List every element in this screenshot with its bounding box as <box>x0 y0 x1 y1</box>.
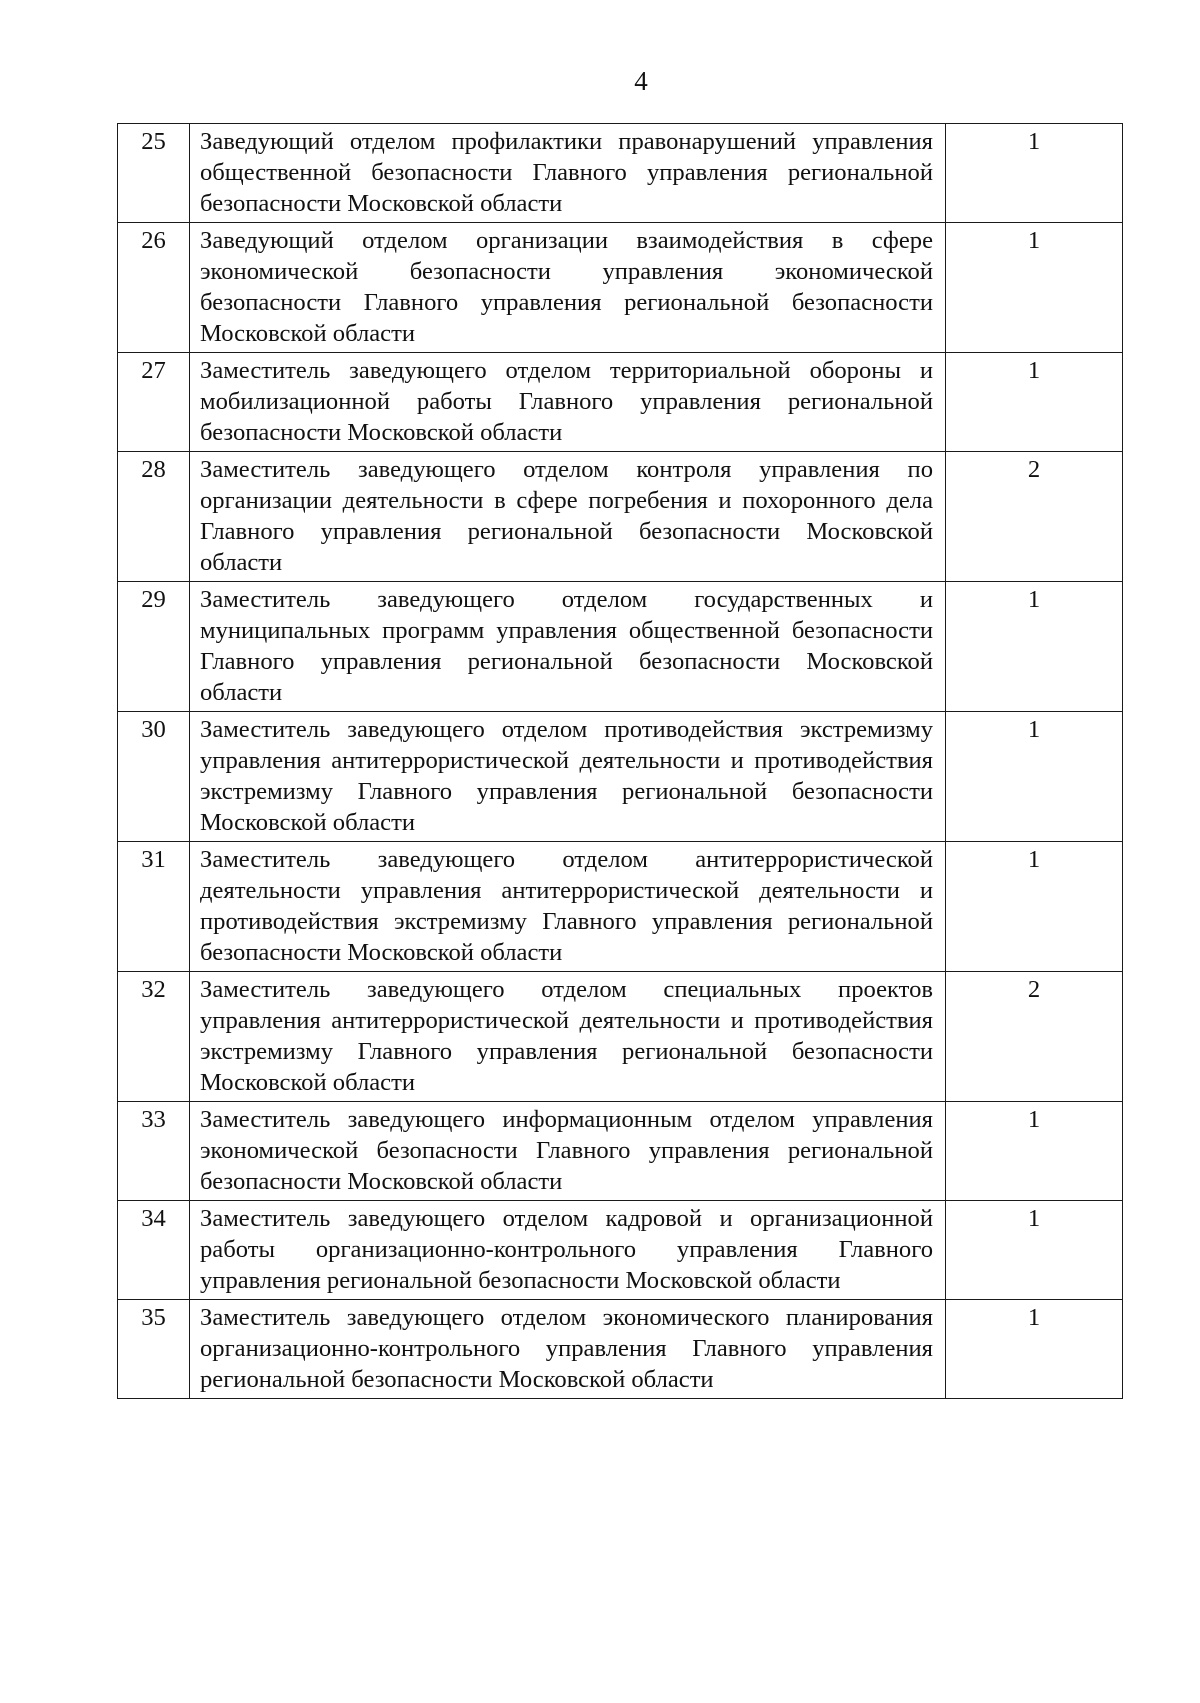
position-title: Заместитель заведующего отделом государственных и муниципальных программ управления общественной безопасности Главного управления региональной безопасности Московской области <box>190 582 946 712</box>
table-row <box>118 124 1123 223</box>
table-row <box>118 842 1123 972</box>
position-count: 1 <box>946 1201 1123 1300</box>
table-row <box>118 452 1123 582</box>
table-row <box>118 582 1123 712</box>
position-count: 1 <box>946 842 1123 972</box>
table-row <box>118 712 1123 842</box>
row-number: 25 <box>118 124 190 223</box>
position-title: Заместитель заведующего отделом контроля управления по организации деятельности в сфере погребения и похоронного дела Главного управления региональной безопасности Московской области <box>190 452 946 582</box>
position-title: Заместитель заведующего отделом антитеррористической деятельности управления антитеррористической деятельности и противодействия экстремизму Главного управления региональной безопасности Московской области <box>190 842 946 972</box>
position-title: Заместитель заведующего информационным отделом управления экономической безопасности Главного управления региональной безопасности Московской области <box>190 1102 946 1201</box>
position-title: Заместитель заведующего отделом специальных проектов управления антитеррористической деятельности и противодействия экстремизму Главного управления региональной безопасности Московской области <box>190 972 946 1102</box>
position-count: 2 <box>946 972 1123 1102</box>
table-row <box>118 223 1123 353</box>
row-number: 32 <box>118 972 190 1102</box>
table-row <box>118 1102 1123 1201</box>
row-number: 29 <box>118 582 190 712</box>
row-number: 31 <box>118 842 190 972</box>
table-row <box>118 972 1123 1102</box>
position-count: 1 <box>946 353 1123 452</box>
position-count: 1 <box>946 582 1123 712</box>
row-number: 35 <box>118 1300 190 1399</box>
position-count: 1 <box>946 1300 1123 1399</box>
position-count: 1 <box>946 124 1123 223</box>
position-count: 1 <box>946 1102 1123 1201</box>
positions-table-body <box>118 124 1123 1399</box>
position-count: 2 <box>946 452 1123 582</box>
page-number: 4 <box>634 66 648 96</box>
position-count: 1 <box>946 712 1123 842</box>
position-title: Заместитель заведующего отделом противодействия экстремизму управления антитеррористической деятельности и противодействия экстремизму Главного управления региональной безопасности Московской области <box>190 712 946 842</box>
position-title: Заведующий отделом организации взаимодействия в сфере экономической безопасности управления экономической безопасности Главного управления региональной безопасности Московской области <box>190 223 946 353</box>
row-number: 28 <box>118 452 190 582</box>
position-title: Заместитель заведующего отделом кадровой и организационной работы организационно-контрольного управления Главного управления региональной безопасности Московской области <box>190 1201 946 1300</box>
row-number: 26 <box>118 223 190 353</box>
row-number: 30 <box>118 712 190 842</box>
position-title: Заместитель заведующего отделом территориальной обороны и мобилизационной работы Главного управления региональной безопасности Московской области <box>190 353 946 452</box>
table-row <box>118 1300 1123 1399</box>
table-row <box>118 1201 1123 1300</box>
table-row <box>118 353 1123 452</box>
position-title: Заведующий отделом профилактики правонарушений управления общественной безопасности Главного управления региональной безопасности Московской области <box>190 124 946 223</box>
row-number: 33 <box>118 1102 190 1201</box>
position-title: Заместитель заведующего отделом экономического планирования организационно-контрольного управления Главного управления региональной безопасности Московской области <box>190 1300 946 1399</box>
row-number: 34 <box>118 1201 190 1300</box>
positions-table <box>117 123 1123 1399</box>
row-number: 27 <box>118 353 190 452</box>
position-count: 1 <box>946 223 1123 353</box>
